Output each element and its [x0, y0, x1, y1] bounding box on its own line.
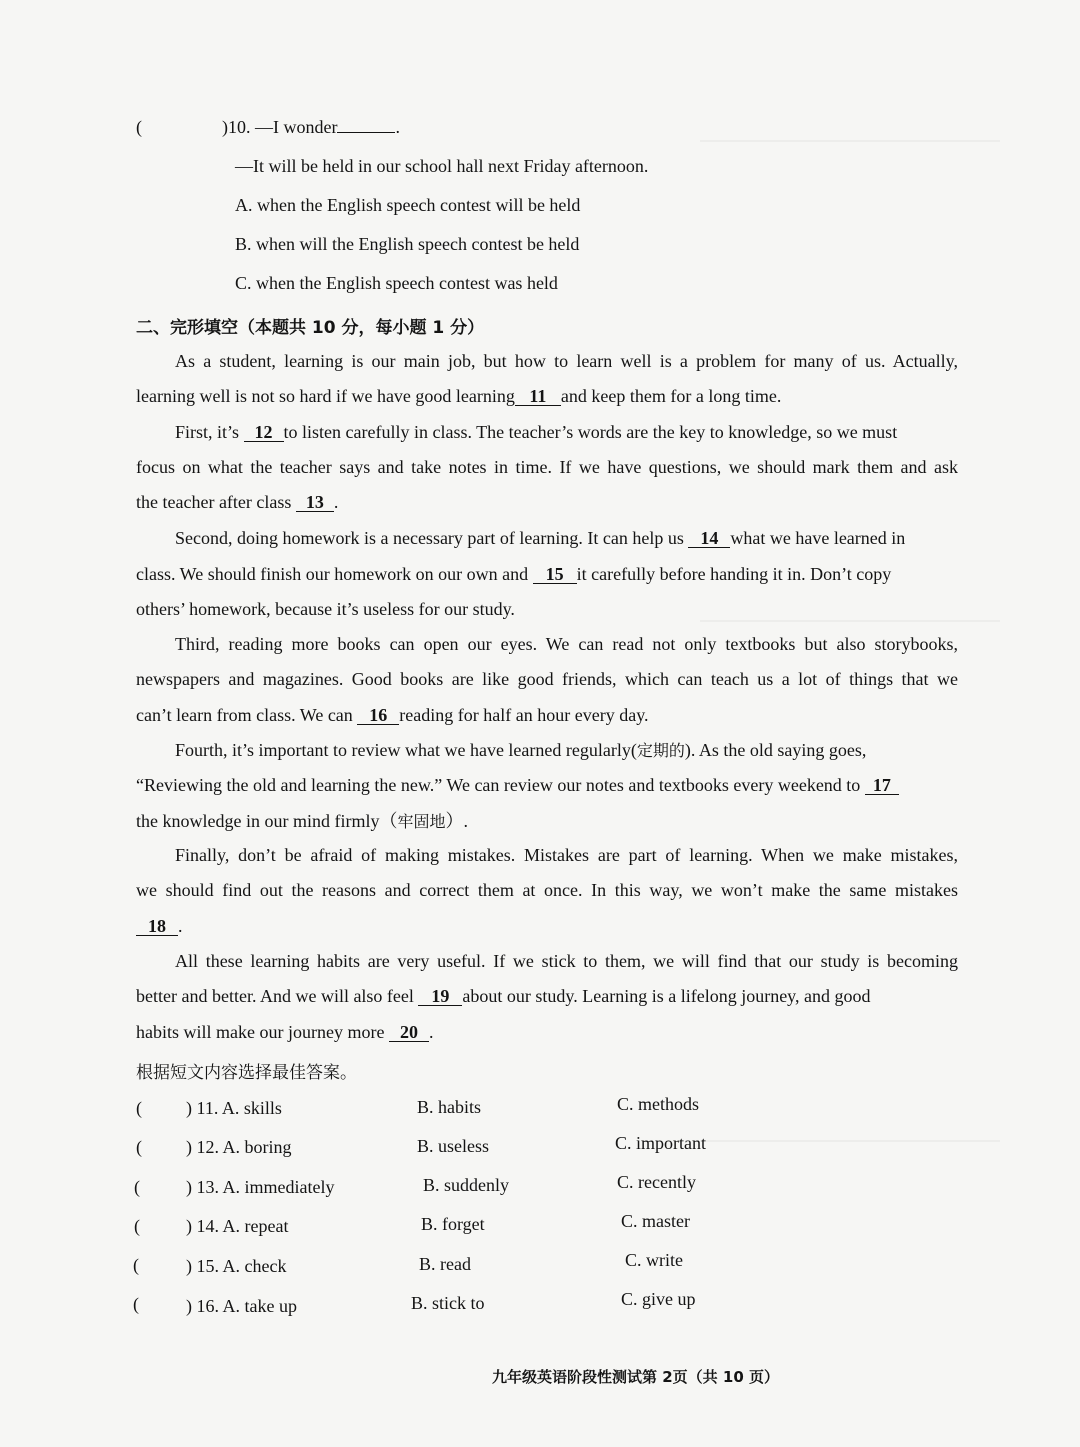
blank-16: 16: [357, 706, 399, 725]
choice-b: B. read: [419, 1254, 471, 1274]
q10-option-b: B. when will the English speech contest be held: [235, 234, 580, 254]
passage-text: Second, doing homework is a necessary part of learning. It can help us: [175, 528, 684, 548]
q10-paren: (: [136, 117, 142, 137]
choice-a: ) 11. A. skills: [186, 1098, 282, 1118]
passage-text: .: [178, 916, 183, 936]
q10-blank: [337, 132, 395, 133]
instruction-text: 根据短文内容选择最佳答案。: [136, 1063, 357, 1083]
blank-15: 15: [533, 565, 577, 584]
passage-line: [175, 350, 958, 372]
passage-text: to listen carefully in class. The teacher’s words are the key to knowledge, so we must: [283, 422, 898, 442]
passage-line: [175, 421, 958, 443]
choice-c: C. master: [621, 1211, 690, 1231]
passage-text: class. We should finish our homework on our own and: [136, 564, 529, 584]
passage-text: ）.: [445, 811, 468, 831]
choice-c: C. give up: [621, 1289, 696, 1309]
choice-paren: (: [133, 1255, 139, 1275]
choice-a: ) 15. A. check: [186, 1256, 287, 1276]
passage-text: Finally, don’t be afraid of making mistakes. Mistakes are part of learning. When we make mistakes,: [175, 845, 958, 865]
q10-option-c: C. when the English speech contest was held: [235, 273, 558, 293]
passage-text: First, it’s: [175, 422, 240, 442]
passage-line: [136, 704, 958, 726]
choice-a: ) 16. A. take up: [186, 1296, 297, 1316]
passage-text: we should find out the reasons and correct them at once. In this way, we won’t make the same mistakes: [136, 880, 958, 900]
passage-line: [175, 633, 958, 655]
passage-text: what we have learned in: [730, 528, 906, 548]
passage-text: All these learning habits are very useful. If we stick to them, we will find that our study is becoming: [175, 951, 958, 971]
blank-14: 14: [688, 529, 730, 548]
choice-b: B. suddenly: [423, 1175, 510, 1195]
chinese-gloss: 牢固地: [397, 812, 446, 831]
passage-line: [175, 844, 958, 866]
q10-stem-text: )10. —I wonder: [222, 117, 338, 137]
passage-line: [136, 985, 958, 1007]
bleed-through-mark: [700, 620, 1000, 622]
passage-text: newspapers and magazines. Good books are like good friends, which can teach us a lot of things that we: [136, 669, 958, 689]
passage-text: “Reviewing the old and learning the new.” We can review our notes and textbooks every weekend to: [136, 775, 861, 795]
passage-line: [136, 491, 958, 513]
section-title: 二、完形填空（本题共 10 分，每小题 1 分）: [136, 318, 485, 338]
passage-text: Fourth, it’s important to review what we have learned regularly(: [175, 740, 637, 760]
passage-text: .: [428, 1022, 434, 1042]
passage-text: others’ homework, because it’s useless for our study.: [136, 599, 515, 619]
choice-b: B. useless: [417, 1136, 489, 1156]
passage-text: habits will make our journey more: [136, 1022, 385, 1042]
passage-line: [175, 527, 958, 549]
passage-text: the knowledge in our mind firmly（: [136, 811, 398, 831]
passage-text: better and better. And we will also feel: [136, 986, 414, 1006]
passage-text: ). As the old saying goes,: [684, 740, 867, 760]
blank-20: 20: [389, 1023, 429, 1042]
passage-text: and keep them for a long time.: [560, 386, 782, 406]
passage-line: [136, 668, 958, 690]
passage-line: [175, 739, 958, 762]
choice-paren: (: [134, 1177, 140, 1197]
passage-text: it carefully before handing it in. Don’t copy: [576, 564, 892, 584]
choice-c: C. important: [615, 1133, 706, 1153]
choice-b: B. habits: [417, 1097, 482, 1117]
passage-text: As a student, learning is our main job, but how to learn well is a problem for many of us. Actually,: [175, 351, 958, 371]
q10-answer-line: —It will be held in our school hall next Friday afternoon.: [235, 156, 649, 176]
passage-line: [136, 879, 958, 901]
passage-text: .: [333, 492, 339, 512]
choice-paren: (: [134, 1216, 140, 1236]
bleed-through-mark: [700, 1140, 1000, 1142]
choice-a: ) 14. A. repeat: [186, 1216, 289, 1236]
bleed-through-mark: [700, 140, 1000, 142]
passage-line: [136, 1021, 958, 1043]
choice-a: ) 12. A. boring: [186, 1137, 292, 1157]
passage-line: [136, 563, 958, 585]
passage-line: [136, 385, 958, 407]
blank-12: 12: [244, 423, 284, 442]
passage-text: about our study. Learning is a lifelong journey, and good: [462, 986, 871, 1006]
passage-line: [136, 915, 958, 937]
choice-paren: (: [133, 1294, 139, 1314]
passage-line: [136, 456, 958, 478]
passage-line: [136, 774, 958, 796]
blank-19: 19: [418, 987, 462, 1006]
blank-11: 11: [515, 387, 561, 406]
passage-text: can’t learn from class. We can: [136, 705, 353, 725]
q10-stem-end: .: [395, 117, 400, 137]
blank-18: 18: [136, 917, 178, 936]
passage-line: [136, 810, 958, 833]
passage-text: learning well is not so hard if we have good learning: [136, 386, 515, 406]
passage-text: focus on what the teacher says and take notes in time. If we have questions, we should mark them and ask: [136, 457, 958, 477]
chinese-gloss: 定期的: [636, 741, 685, 760]
choice-c: C. methods: [617, 1094, 700, 1114]
choice-b: B. forget: [421, 1214, 485, 1234]
passage-text: reading for half an hour every day.: [399, 705, 649, 725]
page-footer: 九年级英语阶段性测试第 2页（共 10 页）: [492, 1368, 779, 1386]
q10-stem: [222, 117, 400, 138]
passage-line: [136, 598, 958, 620]
choice-b: B. stick to: [411, 1293, 485, 1313]
choice-c: C. write: [625, 1250, 683, 1270]
choice-paren: (: [136, 1098, 142, 1118]
blank-13: 13: [296, 493, 334, 512]
passage-text: the teacher after class: [136, 492, 292, 512]
blank-17: 17: [865, 776, 899, 795]
choice-c: C. recently: [617, 1172, 696, 1192]
choice-paren: (: [136, 1137, 142, 1157]
choice-a: ) 13. A. immediately: [186, 1177, 335, 1197]
q10-option-a: A. when the English speech contest will be held: [235, 195, 581, 215]
passage-line: [175, 950, 958, 972]
passage-text: Third, reading more books can open our eyes. We can read not only textbooks but also storybooks,: [175, 634, 958, 654]
